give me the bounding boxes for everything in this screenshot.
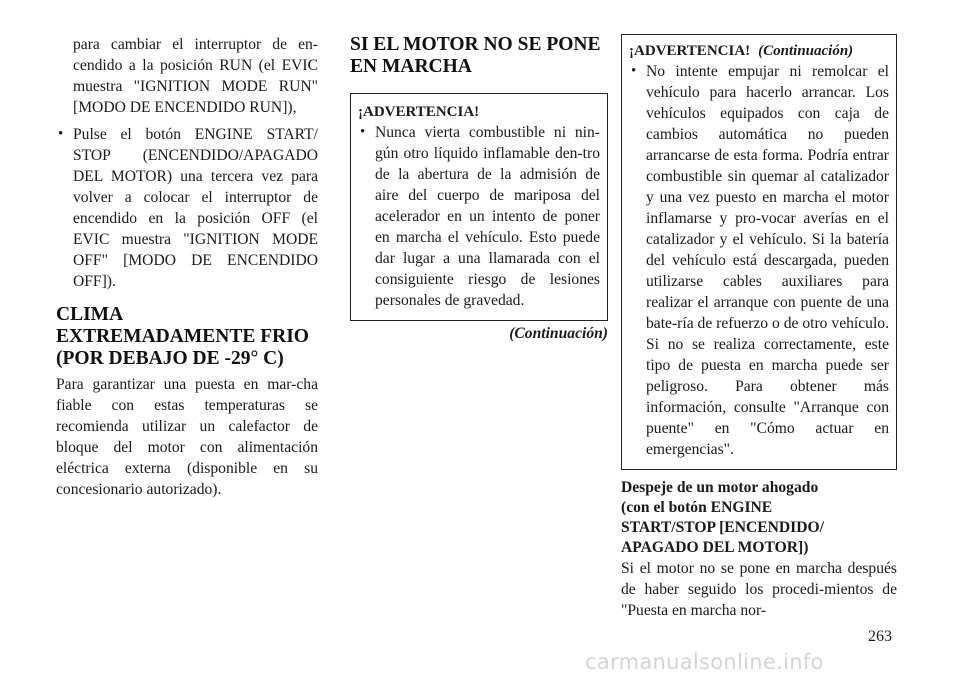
paragraph-flooded-engine: Si el motor no se pone en marcha después de haber seguido los procedi-mientos de "Puesta en marcha nor- <box>621 560 897 619</box>
warning-title: ¡ADVERTENCIA! <box>358 104 480 120</box>
subheading-line: START/STOP [ENCENDIDO/ <box>621 519 824 536</box>
column-left <box>56 34 318 500</box>
subheading-flooded-engine <box>621 478 897 558</box>
paragraph-cold-weather: Para garantizar una puesta en mar-cha fiable con estas temperaturas se recomienda utilizar un calefactor de bloque del motor con alimentación eléctrica externa (disponible en su concesionario autorizado). <box>56 376 318 498</box>
heading-engine-no-start <box>350 34 608 78</box>
heading-extreme-cold <box>56 304 318 370</box>
warning-bullet: • No intente empujar ni remolcar el vehículo para hacerlo arrancar. Los vehículos equipados con caja de cambios automática no pueden arrancarse de esta forma. Podría entrar combustible sin quemar al catalizador y una vez puesto en marcha el motor inflamarse y pro-vocar averías en el catalizador y el vehículo. Si la batería del vehículo está descargada, pueden utilizarse cables auxiliares para realizar el arranque con puente de una bate-ría de refuerzo o de otro vehículo. Si no se realiza correctamente, este tipo de puesta en marcha puede ser peligroso. Para obtener más información, consulte "Arranque con puente" en "Cómo actuar en emergencias". <box>629 61 889 460</box>
warning-bullet: • Nunca vierta combustible ni nin-gún otro líquido inflamable den-tro de la abertura de la admisión de aire del cuerpo de mariposa del acelerador en un intento de poner en marcha el vehículo. Esto puede dar lugar a una llamarada con el consiguiente riesgo de lesiones personales de gravedad. <box>358 122 600 311</box>
subheading-line: Despeje de un motor ahogado <box>621 479 819 496</box>
watermark-text: carmanualsonline.info <box>585 650 824 674</box>
heading-line: EN MARCHA <box>350 56 472 77</box>
column-right <box>621 34 897 621</box>
page-number: 263 <box>868 628 892 645</box>
continued-text: para cambiar el interruptor de en-cendido a la posición RUN (el EVIC muestra "IGNITION MODE RUN" [MODO DE ENCENDIDO RUN]), <box>73 36 318 116</box>
subheading-line: APAGADO DEL MOTOR]) <box>621 539 809 556</box>
warning-box <box>350 93 608 321</box>
heading-line: (POR DEBAJO DE -29° C) <box>56 348 284 369</box>
subheading-line: (con el botón ENGINE <box>621 499 773 516</box>
warning-continuation: (Continuación) <box>758 43 854 59</box>
heading-line: EXTREMADAMENTE FRIO <box>56 326 309 347</box>
heading-line: CLIMA <box>56 304 124 325</box>
warning-title-row <box>629 41 889 61</box>
continuation-label: (Continuación) <box>509 325 608 342</box>
warning-title: ¡ADVERTENCIA! <box>629 43 751 59</box>
column-middle <box>350 34 608 344</box>
bullet-engine-start-stop: • Pulse el botón ENGINE START/ STOP (ENCENDIDO/APAGADO DEL MOTOR) una tercera vez para volver a colocar el interruptor de encendido en la posición OFF (el EVIC muestra "IGNITION MODE OFF" [MODO DE ENCENDIDO OFF]). <box>56 124 318 292</box>
warning-box-continued <box>621 34 897 470</box>
heading-line: SI EL MOTOR NO SE PONE <box>350 34 601 55</box>
